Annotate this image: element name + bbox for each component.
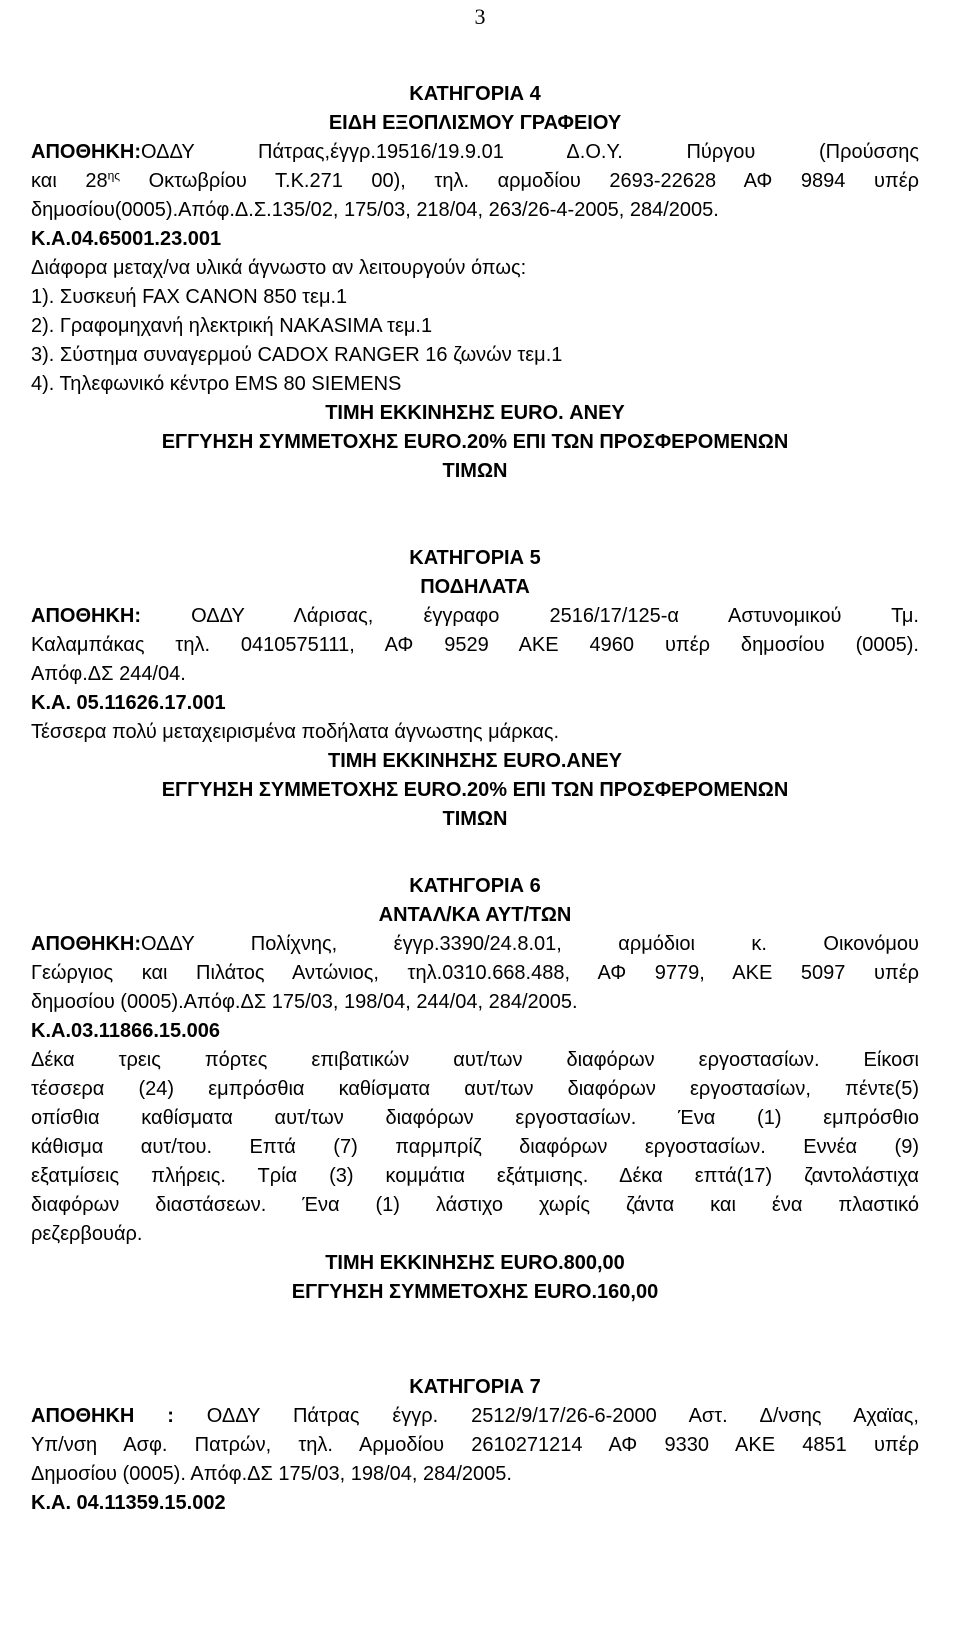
category-6-title: ΑΝΤΑΛ/ΚΑ ΑΥΤ/ΤΩΝ	[378, 904, 572, 926]
category-6-description-line: οπίσθια καθίσματα αυτ/των διαφόρων εργοστασίων. Ένα (1) εμπρόσθιο	[31, 1107, 919, 1129]
category-5-prices-word: ΤΙΜΩΝ	[442, 808, 508, 830]
category-6-heading: ΚΑΤΗΓΟΡΙΑ 6	[409, 875, 541, 897]
section-spacer	[31, 486, 919, 544]
category-4-section	[31, 80, 919, 486]
store-label: ΑΠΟΘΗΚΗ:	[31, 605, 141, 627]
category-7-store-line	[31, 1402, 919, 1431]
category-6-description-line: Δέκα τρεις πόρτες επιβατικών αυτ/των διαφόρων εργοστασίων. Είκοσι	[31, 1049, 919, 1071]
category-4-starting-price: ΤΙΜΗ ΕΚΚΙΝΗΣΗΣ EURO. ΑΝΕΥ	[325, 402, 625, 424]
category-6-starting-price: ΤΙΜΗ ΕΚΚΙΝΗΣΗΣ EURO.800,00	[325, 1252, 625, 1274]
category-4-guarantee: ΕΓΓΥΗΣΗ ΣΥΜΜΕΤΟΧΗΣ EURO.20% ΕΠΙ ΤΩΝ ΠΡΟΣΦΕΡΟΜΕΝΩΝ	[161, 431, 789, 453]
category-6-section	[31, 872, 919, 1307]
category-7-section	[31, 1373, 919, 1518]
category-5-title: ΠΟΔΗΛΑΤΑ	[420, 576, 530, 598]
category-6-description-line: κάθισμα αυτ/του. Επτά (7) παρμπρίζ διαφόρων εργοστασίων. Εννέα (9)	[31, 1136, 919, 1158]
category-5-starting-price: ΤΙΜΗ ΕΚΚΙΝΗΣΗΣ EURO.ΑΝΕΥ	[327, 750, 622, 772]
category-4-item: 3). Σύστημα συναγερμού CADOX RANGER 16 ζωνών τεμ.1	[31, 344, 563, 366]
category-5-heading: ΚΑΤΗΓΟΡΙΑ 5	[409, 547, 541, 569]
category-4-description: Διάφορα μεταχ/να υλικά άγνωστο αν λειτουργούν όπως:	[31, 257, 527, 279]
category-6-ka-code: Κ.Α.03.11866.15.006	[31, 1020, 221, 1042]
category-6-store-line	[31, 930, 919, 959]
section-spacer	[31, 834, 919, 872]
store-text: ΟΔΔΥ Λάρισας, έγγραφο 2516/17/125-α Αστυνομικού Τμ.	[141, 605, 919, 627]
section-spacer	[31, 1307, 919, 1373]
store-text: ΟΔΔΥ Πάτρας,έγγρ.19516/19.9.01 Δ.Ο.Υ. Πύργου (Προύσσης	[141, 141, 919, 163]
category-4-heading: ΚΑΤΗΓΟΡΙΑ 4	[409, 83, 541, 105]
category-6-guarantee: ΕΓΓΥΗΣΗ ΣΥΜΜΕΤΟΧΗΣ EURO.160,00	[291, 1281, 659, 1303]
store-text-part: Οκτωβρίου Τ.Κ.271 00), τηλ. αρμοδίου 2693-22628 ΑΦ 9894 υπέρ	[120, 170, 919, 192]
category-5-description: Τέσσερα πολύ μεταχειρισμένα ποδήλατα άγνωστης μάρκας.	[31, 721, 560, 743]
store-label: ΑΠΟΘΗΚΗ:	[31, 141, 141, 163]
category-5-store-line-2: Καλαμπάκας τηλ. 0410575111, ΑΦ 9529 ΑΚΕ 4960 υπέρ δημοσίου (0005).	[31, 634, 919, 656]
store-text-part: και 28	[31, 170, 108, 192]
category-5-decision-line: Απόφ.ΔΣ 244/04.	[31, 663, 186, 685]
store-label: ΑΠΟΘΗΚΗ:	[31, 933, 141, 955]
category-6-description-line: τέσσερα (24) εμπρόσθια καθίσματα αυτ/των διαφόρων εργοστασίων, πέντε(5)	[31, 1078, 919, 1100]
category-6-description-line: ρεζερβουάρ.	[31, 1223, 143, 1245]
category-5-guarantee: ΕΓΓΥΗΣΗ ΣΥΜΜΕΤΟΧΗΣ EURO.20% ΕΠΙ ΤΩΝ ΠΡΟΣΦΕΡΟΜΕΝΩΝ	[161, 779, 789, 801]
category-7-heading: ΚΑΤΗΓΟΡΙΑ 7	[409, 1376, 541, 1398]
category-4-prices-word: ΤΙΜΩΝ	[442, 460, 508, 482]
page-number: 3	[474, 4, 486, 29]
category-7-decision-line: Δημοσίου (0005). Απόφ.ΔΣ 175/03, 198/04, 284/2005.	[31, 1463, 512, 1485]
store-label: ΑΠΟΘΗΚΗ :	[31, 1405, 174, 1427]
store-text: ΟΔΔΥ Πάτρας έγγρ. 2512/9/17/26-6-2000 Αστ. Δ/νσης Αχαϊας,	[173, 1405, 919, 1427]
category-4-title: ΕΙΔΗ ΕΞΟΠΛΙΣΜΟΥ ΓΡΑΦΕΙΟΥ	[328, 112, 622, 134]
ordinal-suffix: ης	[107, 168, 121, 183]
document-body	[31, 80, 919, 1518]
store-text: ΟΔΔΥ Πολίχνης, έγγρ.3390/24.8.01, αρμόδιοι κ. Οικονόμου	[141, 933, 919, 955]
category-4-store-line-2	[31, 167, 919, 196]
category-4-decision-line: δημοσίου(0005).Απόφ.Δ.Σ.135/02, 175/03, 218/04, 263/26-4-2005, 284/2005.	[31, 199, 719, 221]
category-5-store-line	[31, 602, 919, 631]
category-5-ka-code: Κ.Α. 05.11626.17.001	[31, 692, 226, 714]
category-6-store-line-2: Γεώργιος και Πιλάτος Αντώνιος, τηλ.0310.668.488, ΑΦ 9779, ΑΚΕ 5097 υπέρ	[31, 962, 919, 984]
category-5-section	[31, 544, 919, 834]
category-7-ka-code: Κ.Α. 04.11359.15.002	[31, 1492, 226, 1514]
category-4-ka-code: Κ.Α.04.65001.23.001	[31, 228, 222, 250]
category-4-item: 1). Συσκευή FAX CANON 850 τεμ.1	[31, 286, 348, 308]
category-6-description-line: διαφόρων διαστάσεων. Ένα (1) λάστιχο χωρίς ζάντα και ένα πλαστικό	[31, 1194, 919, 1216]
category-6-decision-line: δημοσίου (0005).Απόφ.ΔΣ 175/03, 198/04, 244/04, 284/2005.	[31, 991, 578, 1013]
category-4-store-line	[31, 138, 919, 167]
category-4-item: 4). Τηλεφωνικό κέντρο EMS 80 SIEMENS	[31, 373, 402, 395]
category-6-description-line: εξατμίσεις πλήρεις. Τρία (3) κομμάτια εξάτμισης. Δέκα επτά(17) ζαντολάστιχα	[31, 1165, 919, 1187]
category-4-item: 2). Γραφομηχανή ηλεκτρική NAKASIMA τεμ.1	[31, 315, 433, 337]
category-7-store-line-2: Υπ/νση Ασφ. Πατρών, τηλ. Αρμοδίου 2610271214 ΑΦ 9330 ΑΚΕ 4851 υπέρ	[31, 1434, 919, 1456]
